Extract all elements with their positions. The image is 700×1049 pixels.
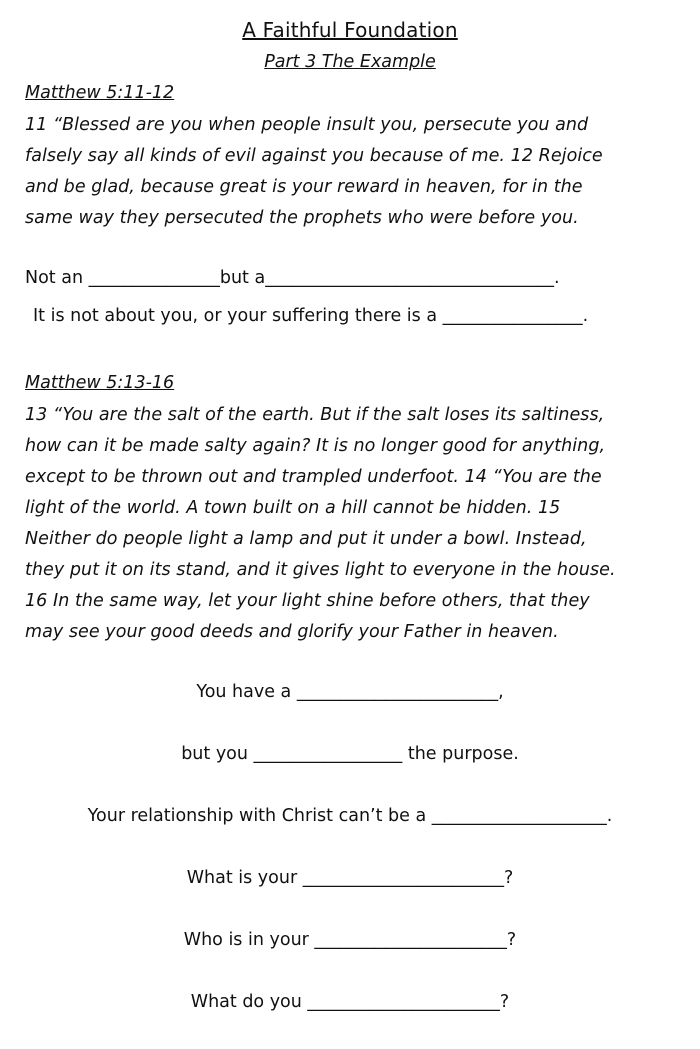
scripture-passage-2: [25, 400, 691, 648]
verse-line: they put it on its stand, and it gives light to everyone in the house.: [25, 560, 616, 580]
prompt-relationship: Your relationship with Christ can’t be a ____________________.: [87, 806, 613, 826]
prompt-what-do-you: What do you ______________________?: [190, 992, 510, 1012]
page-subtitle: Part 3 The Example: [264, 52, 436, 72]
prompt-but-you: but you _________________ the purpose.: [181, 744, 519, 764]
verse-line: except to be thrown out and trampled underfoot. 14 “You are the: [25, 467, 602, 487]
verse-line: may see your good deeds and glorify your Father in heaven.: [25, 622, 559, 642]
prompt-who-is-in-your: Who is in your ______________________?: [183, 930, 517, 950]
verse-line: same way they persecuted the prophets who were before you.: [25, 208, 579, 228]
verse-line: 16 In the same way, let your light shine before others, that they: [25, 591, 590, 611]
scripture-reference-2: Matthew 5:13-16: [25, 373, 175, 393]
verse-line: light of the world. A town built on a hill cannot be hidden. 15: [25, 498, 561, 518]
verse-line: and be glad, because great is your reward in heaven, for in the: [25, 177, 583, 197]
page-title: A Faithful Foundation: [242, 18, 458, 42]
verse-line: falsely say all kinds of evil against you because of me. 12 Rejoice: [25, 146, 603, 166]
scripture-reference-1: Matthew 5:11-12: [25, 83, 175, 103]
verse-line: 11 “Blessed are you when people insult you, persecute you and: [25, 115, 589, 135]
verse-line: Neither do people light a lamp and put it under a bowl. Instead,: [25, 529, 587, 549]
fill-blank-1: Not an _______________but a_________________________________.: [25, 268, 560, 288]
verse-line: 13 “You are the salt of the earth. But if the salt loses its saltiness,: [25, 405, 605, 425]
scripture-passage-1: [25, 110, 691, 234]
fill-blank-2: It is not about you, or your suffering there is a ________________.: [33, 306, 589, 326]
verse-line: how can it be made salty again? It is no longer good for anything,: [25, 436, 606, 456]
prompt-you-have-a: You have a _______________________,: [196, 682, 504, 702]
prompt-what-is-your: What is your _______________________?: [186, 868, 514, 888]
